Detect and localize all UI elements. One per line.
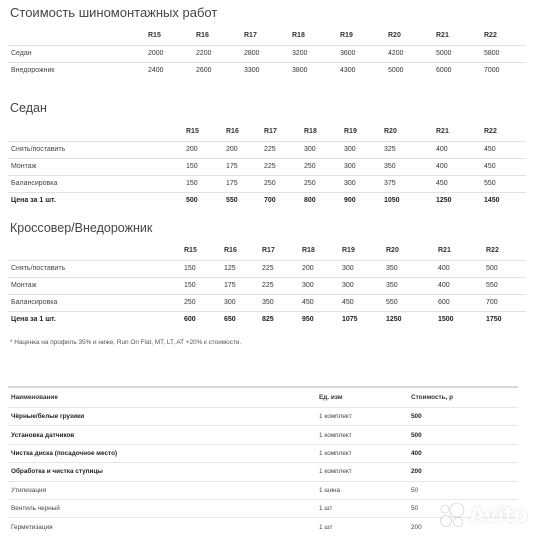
- service-price: 50: [408, 499, 518, 517]
- surcharge-note: * Наценка на профиль 35% и ниже, Run On Flat, MT, LT, AT +20% к стоимости.: [10, 339, 242, 346]
- header-cell-size: R18: [292, 31, 305, 39]
- table-row: [8, 175, 526, 192]
- price-cell: 225: [262, 282, 274, 289]
- section-title-price-list: Стоимость шиномонтажных работ: [10, 5, 218, 20]
- service-name: Обработка и чистка ступицы: [8, 463, 316, 481]
- price-cell: 3200: [292, 50, 308, 57]
- table-header-row: [8, 26, 526, 45]
- price-cell: 5000: [436, 50, 452, 57]
- price-cell: 3300: [244, 67, 260, 75]
- service-row: [8, 481, 518, 499]
- header-cell-empty: [8, 241, 184, 260]
- avito-watermark: [438, 500, 527, 530]
- service-row: [8, 408, 518, 426]
- service-unit: 1 комплект: [316, 463, 408, 481]
- row-label: Монтаж: [11, 282, 37, 289]
- header-cell-size: R15: [184, 246, 197, 254]
- service-price: 200: [408, 463, 518, 481]
- row-label: Седан: [11, 50, 32, 57]
- header-cell-size: R22: [484, 127, 497, 135]
- price-cell: 550: [484, 180, 496, 187]
- row-label: Внедорожник: [11, 67, 55, 75]
- header-cell-size: R22: [484, 31, 497, 39]
- price-cell: 325: [384, 146, 396, 153]
- price-cell: 175: [224, 282, 236, 289]
- price-cell: 1250: [436, 197, 452, 205]
- header-cell-size: R19: [344, 127, 357, 135]
- table-row: [8, 45, 526, 62]
- price-cell: 200: [302, 265, 314, 272]
- price-cell: 2400: [148, 67, 164, 75]
- header-cell-size: R15: [148, 31, 161, 39]
- avito-logo-icon: [438, 501, 466, 529]
- header-cell-size: R16: [226, 127, 239, 135]
- price-cell: 450: [302, 299, 314, 306]
- price-cell: 225: [264, 163, 276, 170]
- table-row: [8, 141, 526, 158]
- row-label: Монтаж: [11, 163, 37, 170]
- service-row: [8, 444, 518, 462]
- price-cell: 450: [484, 146, 496, 153]
- row-label: Балансировка: [11, 180, 58, 187]
- price-cell: 300: [302, 282, 314, 289]
- price-cell: 150: [184, 282, 196, 289]
- service-unit: 1 шт: [316, 499, 408, 517]
- header-cell-size: R19: [342, 246, 355, 254]
- price-cell: 500: [486, 265, 498, 272]
- price-cell: 375: [384, 180, 396, 187]
- header-cell-empty: [8, 26, 148, 45]
- price-cell: 350: [262, 299, 274, 306]
- price-cell: 300: [304, 146, 316, 153]
- price-cell: 450: [342, 299, 354, 306]
- price-cell: 900: [344, 197, 356, 205]
- price-cell: 300: [342, 282, 354, 289]
- price-cell: 7000: [484, 67, 500, 75]
- service-price: 200: [408, 518, 518, 536]
- price-cell: 300: [224, 299, 236, 306]
- header-cell-size: R19: [340, 31, 353, 39]
- price-cell: 350: [386, 265, 398, 272]
- price-cell: 3800: [292, 67, 308, 75]
- section-title-crossover: Кроссовер/Внедорожник: [10, 221, 153, 235]
- row-label: Цена за 1 шт.: [11, 316, 56, 324]
- header-cell-size: R18: [304, 127, 317, 135]
- service-row: [8, 426, 518, 444]
- table-row: [8, 294, 526, 311]
- service-name: Чистка диска (посадочное место): [8, 444, 316, 462]
- service-name: Вентиль черный: [8, 499, 316, 517]
- price-cell: 550: [386, 299, 398, 306]
- price-cell: 1500: [438, 316, 454, 324]
- services-header-unit: Ед. изм: [319, 394, 343, 401]
- price-cell: 350: [384, 163, 396, 170]
- price-cell: 550: [486, 282, 498, 289]
- price-cell: 800: [304, 197, 316, 205]
- price-cell: 200: [226, 146, 238, 153]
- table-total-row: [8, 311, 526, 328]
- table-row: [8, 260, 526, 277]
- price-cell: 2000: [148, 50, 164, 57]
- table-row: [8, 62, 526, 79]
- price-cell: 4200: [388, 50, 404, 57]
- service-name: Установка датчиков: [8, 426, 316, 444]
- price-cell: 3600: [340, 50, 356, 57]
- service-unit: 1 комплект: [316, 444, 408, 462]
- header-cell-size: R20: [384, 127, 397, 135]
- header-cell-size: R20: [388, 31, 401, 39]
- service-price: 400: [408, 444, 518, 462]
- price-cell: 175: [226, 180, 238, 187]
- price-cell: 200: [186, 146, 198, 153]
- price-cell: 600: [438, 299, 450, 306]
- price-cell: 225: [262, 265, 274, 272]
- price-cell: 2200: [196, 50, 212, 57]
- price-cell: 1750: [486, 316, 502, 324]
- price-cell: 175: [226, 163, 238, 170]
- service-unit: 1 шина: [316, 481, 408, 499]
- price-cell: 300: [342, 265, 354, 272]
- header-cell-size: R15: [186, 127, 199, 135]
- service-name: Утилизация: [8, 481, 316, 499]
- service-name: Герметизация: [8, 518, 316, 536]
- price-table-summary: [8, 26, 526, 79]
- price-cell: 1075: [342, 316, 358, 324]
- header-cell-size: R22: [486, 246, 499, 254]
- header-cell-empty: [8, 122, 186, 141]
- price-cell: 500: [186, 197, 198, 205]
- row-label: Снять/поставить: [11, 146, 66, 153]
- service-name: Чёрные/белые грузики: [8, 408, 316, 426]
- table-header-row: [8, 122, 526, 141]
- service-row: [8, 463, 518, 481]
- service-unit: 1 комплект: [316, 426, 408, 444]
- header-cell-size: R21: [436, 127, 449, 135]
- service-price: 500: [408, 408, 518, 426]
- avito-wordmark: Avito: [469, 503, 528, 527]
- price-cell: 1050: [384, 197, 400, 205]
- header-cell-size: R21: [436, 31, 449, 39]
- price-cell: 4300: [340, 67, 356, 75]
- price-cell: 6000: [436, 67, 452, 75]
- table-row: [8, 277, 526, 294]
- header-cell-size: R16: [196, 31, 209, 39]
- price-cell: 700: [264, 197, 276, 205]
- header-cell-size: R16: [224, 246, 237, 254]
- price-cell: 250: [304, 163, 316, 170]
- price-cell: 1250: [386, 316, 402, 324]
- price-cell: 825: [262, 316, 274, 324]
- service-unit: 1 комплект: [316, 408, 408, 426]
- price-cell: 950: [302, 316, 314, 324]
- row-label: Цена за 1 шт.: [11, 197, 56, 205]
- price-table-crossover: [8, 241, 526, 328]
- row-label: Балансировка: [11, 299, 58, 306]
- section-title-sedan: Седан: [10, 101, 47, 115]
- services-header-price: Стоимость, р: [411, 394, 454, 401]
- price-cell: 450: [484, 163, 496, 170]
- price-cell: 400: [436, 163, 448, 170]
- service-unit: 1 шт: [316, 518, 408, 536]
- price-cell: 400: [436, 146, 448, 153]
- price-cell: 300: [344, 163, 356, 170]
- price-cell: 600: [184, 316, 196, 324]
- price-cell: 250: [304, 180, 316, 187]
- header-cell-size: R20: [386, 246, 399, 254]
- header-cell-size: R18: [302, 246, 315, 254]
- header-cell-size: R17: [264, 127, 277, 135]
- header-cell-size: R21: [438, 246, 451, 254]
- price-cell: 650: [224, 316, 236, 324]
- services-header-name: Наименование: [11, 394, 58, 401]
- price-cell: 250: [184, 299, 196, 306]
- price-cell: 300: [344, 180, 356, 187]
- price-cell: 5800: [484, 50, 500, 57]
- table-row: [8, 158, 526, 175]
- price-cell: 350: [386, 282, 398, 289]
- header-cell-size: R17: [262, 246, 275, 254]
- price-cell: 150: [186, 180, 198, 187]
- header-cell-size: R17: [244, 31, 257, 39]
- price-cell: 700: [486, 299, 498, 306]
- price-cell: 400: [438, 265, 450, 272]
- price-cell: 150: [184, 265, 196, 272]
- price-cell: 5000: [388, 67, 404, 75]
- table-total-row: [8, 192, 526, 209]
- price-cell: 125: [224, 265, 236, 272]
- price-cell: 300: [344, 146, 356, 153]
- table-header-row: [8, 241, 526, 260]
- price-cell: 400: [438, 282, 450, 289]
- price-cell: 2600: [196, 67, 212, 75]
- price-cell: 450: [436, 180, 448, 187]
- price-cell: 1450: [484, 197, 500, 205]
- price-cell: 150: [186, 163, 198, 170]
- service-price: 500: [408, 426, 518, 444]
- price-table-sedan: [8, 122, 526, 209]
- row-label: Снять/поставить: [11, 265, 66, 272]
- price-cell: 250: [264, 180, 276, 187]
- price-cell: 225: [264, 146, 276, 153]
- price-cell: 550: [226, 197, 238, 205]
- service-price: 50: [408, 481, 518, 499]
- price-cell: 2800: [244, 50, 260, 57]
